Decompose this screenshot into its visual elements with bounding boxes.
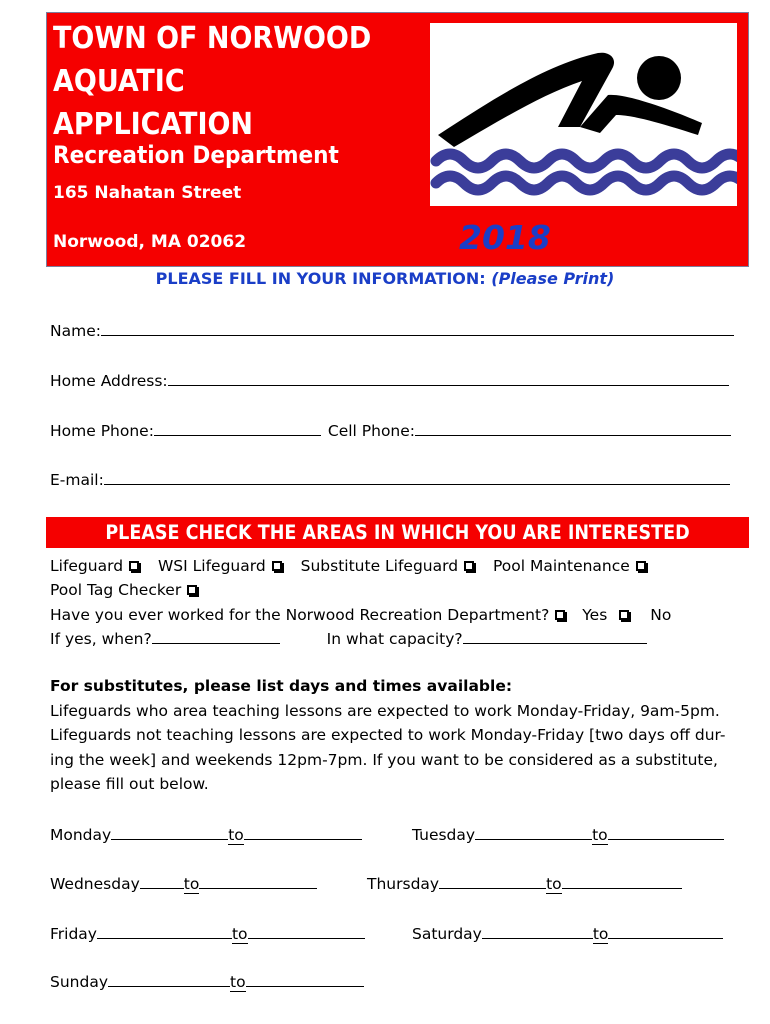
yes-label: Yes (582, 606, 608, 624)
email-field-row (50, 471, 730, 489)
title-line-2: AQUATIC (53, 64, 185, 99)
title-line-3: APPLICATION (53, 107, 254, 142)
saturday-label: Saturday (412, 925, 482, 943)
thursday-row (367, 871, 682, 894)
swimmer-head (637, 56, 681, 100)
swimmer-arm-torso (438, 53, 614, 147)
tuesday-until-line[interactable] (608, 822, 724, 840)
friday-from-line[interactable] (97, 921, 232, 939)
substitutes-section (50, 674, 740, 797)
wednesday-row (50, 871, 317, 894)
monday-label: Monday (50, 826, 112, 844)
home-phone-input-line[interactable] (154, 422, 321, 436)
email-input-line[interactable] (104, 471, 730, 485)
header-banner (46, 12, 749, 267)
name-field-row (50, 322, 734, 340)
worked-before-row (50, 606, 671, 624)
tuesday-to-label: to (592, 826, 608, 844)
wave-line-1 (436, 154, 737, 168)
year-label: 2018 (459, 218, 551, 257)
home-phone-label: Home Phone: (50, 422, 154, 440)
swimmer-icon (430, 23, 737, 206)
wednesday-until-line[interactable] (199, 871, 317, 889)
option-wsi-lifeguard-label: WSI Lifeguard (157, 557, 266, 575)
sunday-to-label: to (230, 973, 246, 991)
lifeguard-checkbox[interactable] (129, 561, 139, 571)
address-input-line[interactable] (168, 372, 729, 386)
swimmer-arm-back (580, 95, 702, 135)
pool-maintenance-checkbox[interactable] (636, 561, 646, 571)
option-pool-maintenance (493, 557, 646, 575)
friday-row (50, 921, 365, 944)
no-label: No (650, 606, 672, 624)
friday-until-line[interactable] (248, 921, 365, 939)
wave-line-2 (436, 176, 737, 190)
name-input-line[interactable] (101, 322, 734, 336)
wednesday-label: Wednesday (50, 875, 140, 893)
substitutes-heading: For substitutes, please list days and times available: (50, 677, 513, 695)
saturday-from-line[interactable] (482, 921, 593, 939)
when-label: If yes, when? (50, 630, 152, 648)
interests-banner: PLEASE CHECK THE AREAS IN WHICH YOU ARE INTERESTED (46, 517, 749, 548)
saturday-until-line[interactable] (608, 921, 723, 939)
option-pool-tag-checker-label: Pool Tag Checker (50, 581, 182, 599)
tuesday-label: Tuesday (412, 826, 476, 844)
option-pool-maintenance-label: Pool Maintenance (493, 557, 630, 575)
substitutes-text: Lifeguards who area teaching lessons are expected to work Monday-Friday, 9am-5pm. Lifeguards not teaching lessons are expected to work Monday-Friday [two days off dur-ing the week] and weekends 12pm-7pm. If you want to be considered as a substitute, please fill out below. (50, 701, 726, 793)
sunday-label: Sunday (50, 973, 108, 991)
saturday-to-label: to (592, 925, 609, 943)
when-capacity-row (50, 630, 647, 648)
name-label: Name: (50, 322, 101, 340)
capacity-label: In what capacity? (326, 630, 463, 648)
option-lifeguard (50, 557, 139, 575)
thursday-from-line[interactable] (439, 871, 546, 889)
monday-until-line[interactable] (244, 822, 362, 840)
address-field-row (50, 372, 729, 390)
thursday-until-line[interactable] (562, 871, 682, 889)
tuesday-row (412, 822, 724, 845)
instructions-line (0, 269, 770, 288)
instructions-note: (Please Print) (491, 269, 615, 288)
capacity-input-line[interactable] (463, 630, 647, 644)
swimmer-logo-svg (430, 23, 737, 206)
wednesday-from-line[interactable] (140, 871, 184, 889)
cell-phone-label: Cell Phone: (327, 422, 416, 440)
form-title (53, 17, 371, 146)
pool-tag-checker-checkbox[interactable] (187, 585, 197, 595)
thursday-to-label: to (546, 875, 562, 893)
sunday-from-line[interactable] (108, 969, 230, 987)
instructions-main: PLEASE FILL IN YOUR INFORMATION: (155, 269, 492, 288)
monday-from-line[interactable] (111, 822, 228, 840)
tuesday-from-line[interactable] (475, 822, 592, 840)
monday-to-label: to (228, 826, 244, 844)
address-label: Home Address: (50, 372, 168, 390)
wsi-lifeguard-checkbox[interactable] (272, 561, 282, 571)
worked-before-checkbox[interactable] (555, 610, 565, 620)
cell-phone-input-line[interactable] (415, 422, 731, 436)
phone-field-row (50, 422, 731, 440)
sunday-until-line[interactable] (246, 969, 364, 987)
wednesday-to-label: to (183, 875, 200, 893)
monday-row (50, 822, 362, 845)
street-address: 165 Nahatan Street (53, 183, 242, 203)
option-substitute-lifeguard (301, 557, 474, 575)
friday-label: Friday (50, 925, 97, 943)
email-label: E-mail: (50, 471, 104, 489)
option-pool-tag-checker (50, 581, 197, 599)
yes-checkbox[interactable] (619, 610, 629, 620)
option-wsi-lifeguard (158, 557, 282, 575)
thursday-label: Thursday (367, 875, 440, 893)
city-state-zip: Norwood, MA 02062 (53, 232, 247, 252)
interest-options-row-1 (50, 557, 660, 575)
when-input-line[interactable] (152, 630, 280, 644)
sunday-row (50, 969, 364, 992)
worked-before-question: Have you ever worked for the Norwood Recreation Department? (50, 606, 550, 624)
saturday-row (412, 921, 723, 944)
department-name: Recreation Department (53, 141, 339, 169)
substitute-lifeguard-checkbox[interactable] (464, 561, 474, 571)
title-line-1: TOWN OF NORWOOD (53, 21, 372, 56)
friday-to-label: to (231, 925, 248, 943)
option-lifeguard-label: Lifeguard (50, 557, 124, 575)
option-substitute-lifeguard-label: Substitute Lifeguard (300, 557, 459, 575)
interest-options-row-2 (50, 581, 211, 599)
